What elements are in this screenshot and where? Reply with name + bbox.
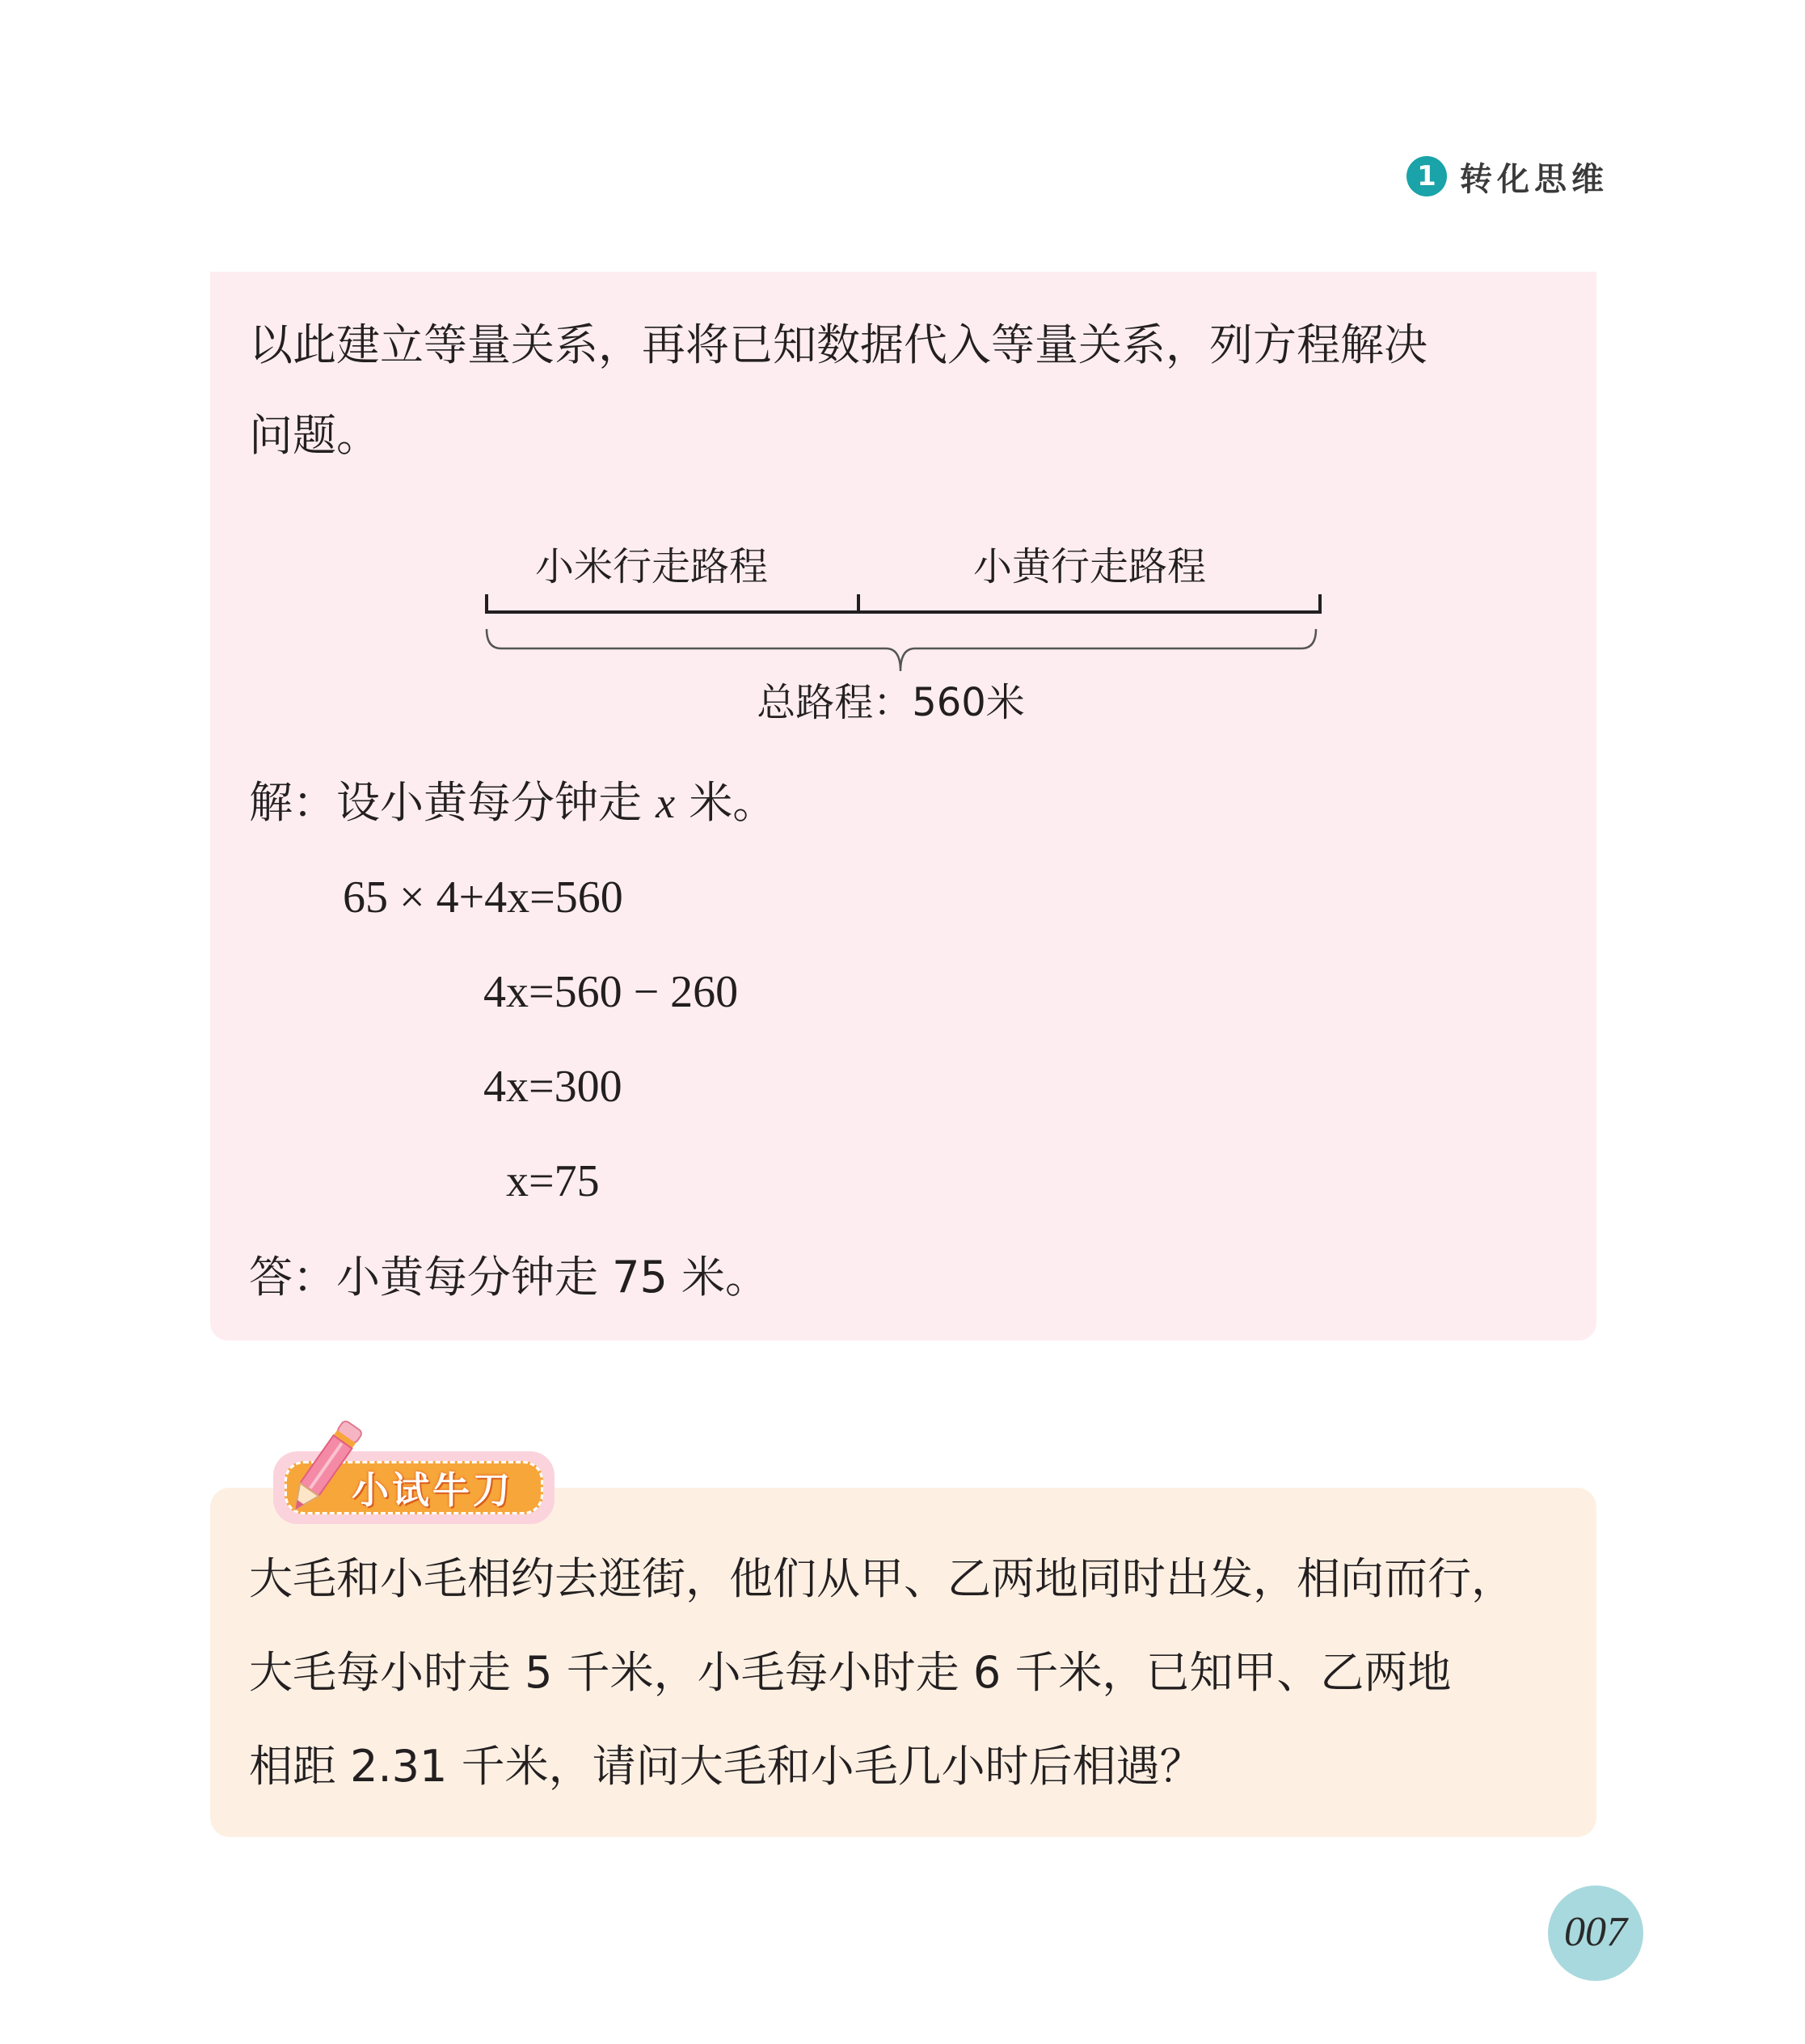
solve-suffix: 米。 (689, 777, 777, 828)
page-number: 007 (1564, 1909, 1627, 1955)
equation-2: 4x=560 − 260 (483, 967, 739, 1017)
practice-line-2: 大毛每小时走 5 千米，小毛每小时走 6 千米，已知甲、乙两地 (249, 1647, 1452, 1698)
pencil-icon (273, 1411, 378, 1524)
intro-line-1: 以此建立等量关系，再将已知数据代入等量关系，列方程解决 (249, 319, 1428, 370)
intro-line-2: 问题。 (249, 410, 380, 461)
equation-1: 65 × 4+4x=560 (343, 872, 623, 923)
equation-3: 4x=300 (483, 1062, 622, 1112)
badge-label: 小试牛刀 (352, 1468, 513, 1512)
solve-setup (249, 775, 776, 831)
answer-line: 答：小黄每分钟走 75 米。 (249, 1252, 770, 1303)
chapter-title: 转化思维 (1460, 160, 1609, 198)
equation-4: x=75 (506, 1156, 600, 1206)
right-segment-label: 小黄行走路程 (972, 544, 1207, 589)
solve-prefix: 解：设小黄每分钟走 (249, 777, 642, 828)
solve-variable: x (656, 779, 676, 827)
practice-line-3: 相距 2.31 千米，请问大毛和小毛几小时后相遇？ (249, 1741, 1204, 1792)
chapter-header (1406, 148, 1609, 205)
chapter-number-icon: 1 (1406, 156, 1447, 196)
left-segment-label: 小米行走路程 (534, 544, 769, 589)
practice-badge (273, 1411, 556, 1524)
total-label: 总路程：560米 (757, 680, 1025, 725)
practice-line-1: 大毛和小毛相约去逛街，他们从甲、乙两地同时出发，相向而行， (249, 1553, 1515, 1604)
